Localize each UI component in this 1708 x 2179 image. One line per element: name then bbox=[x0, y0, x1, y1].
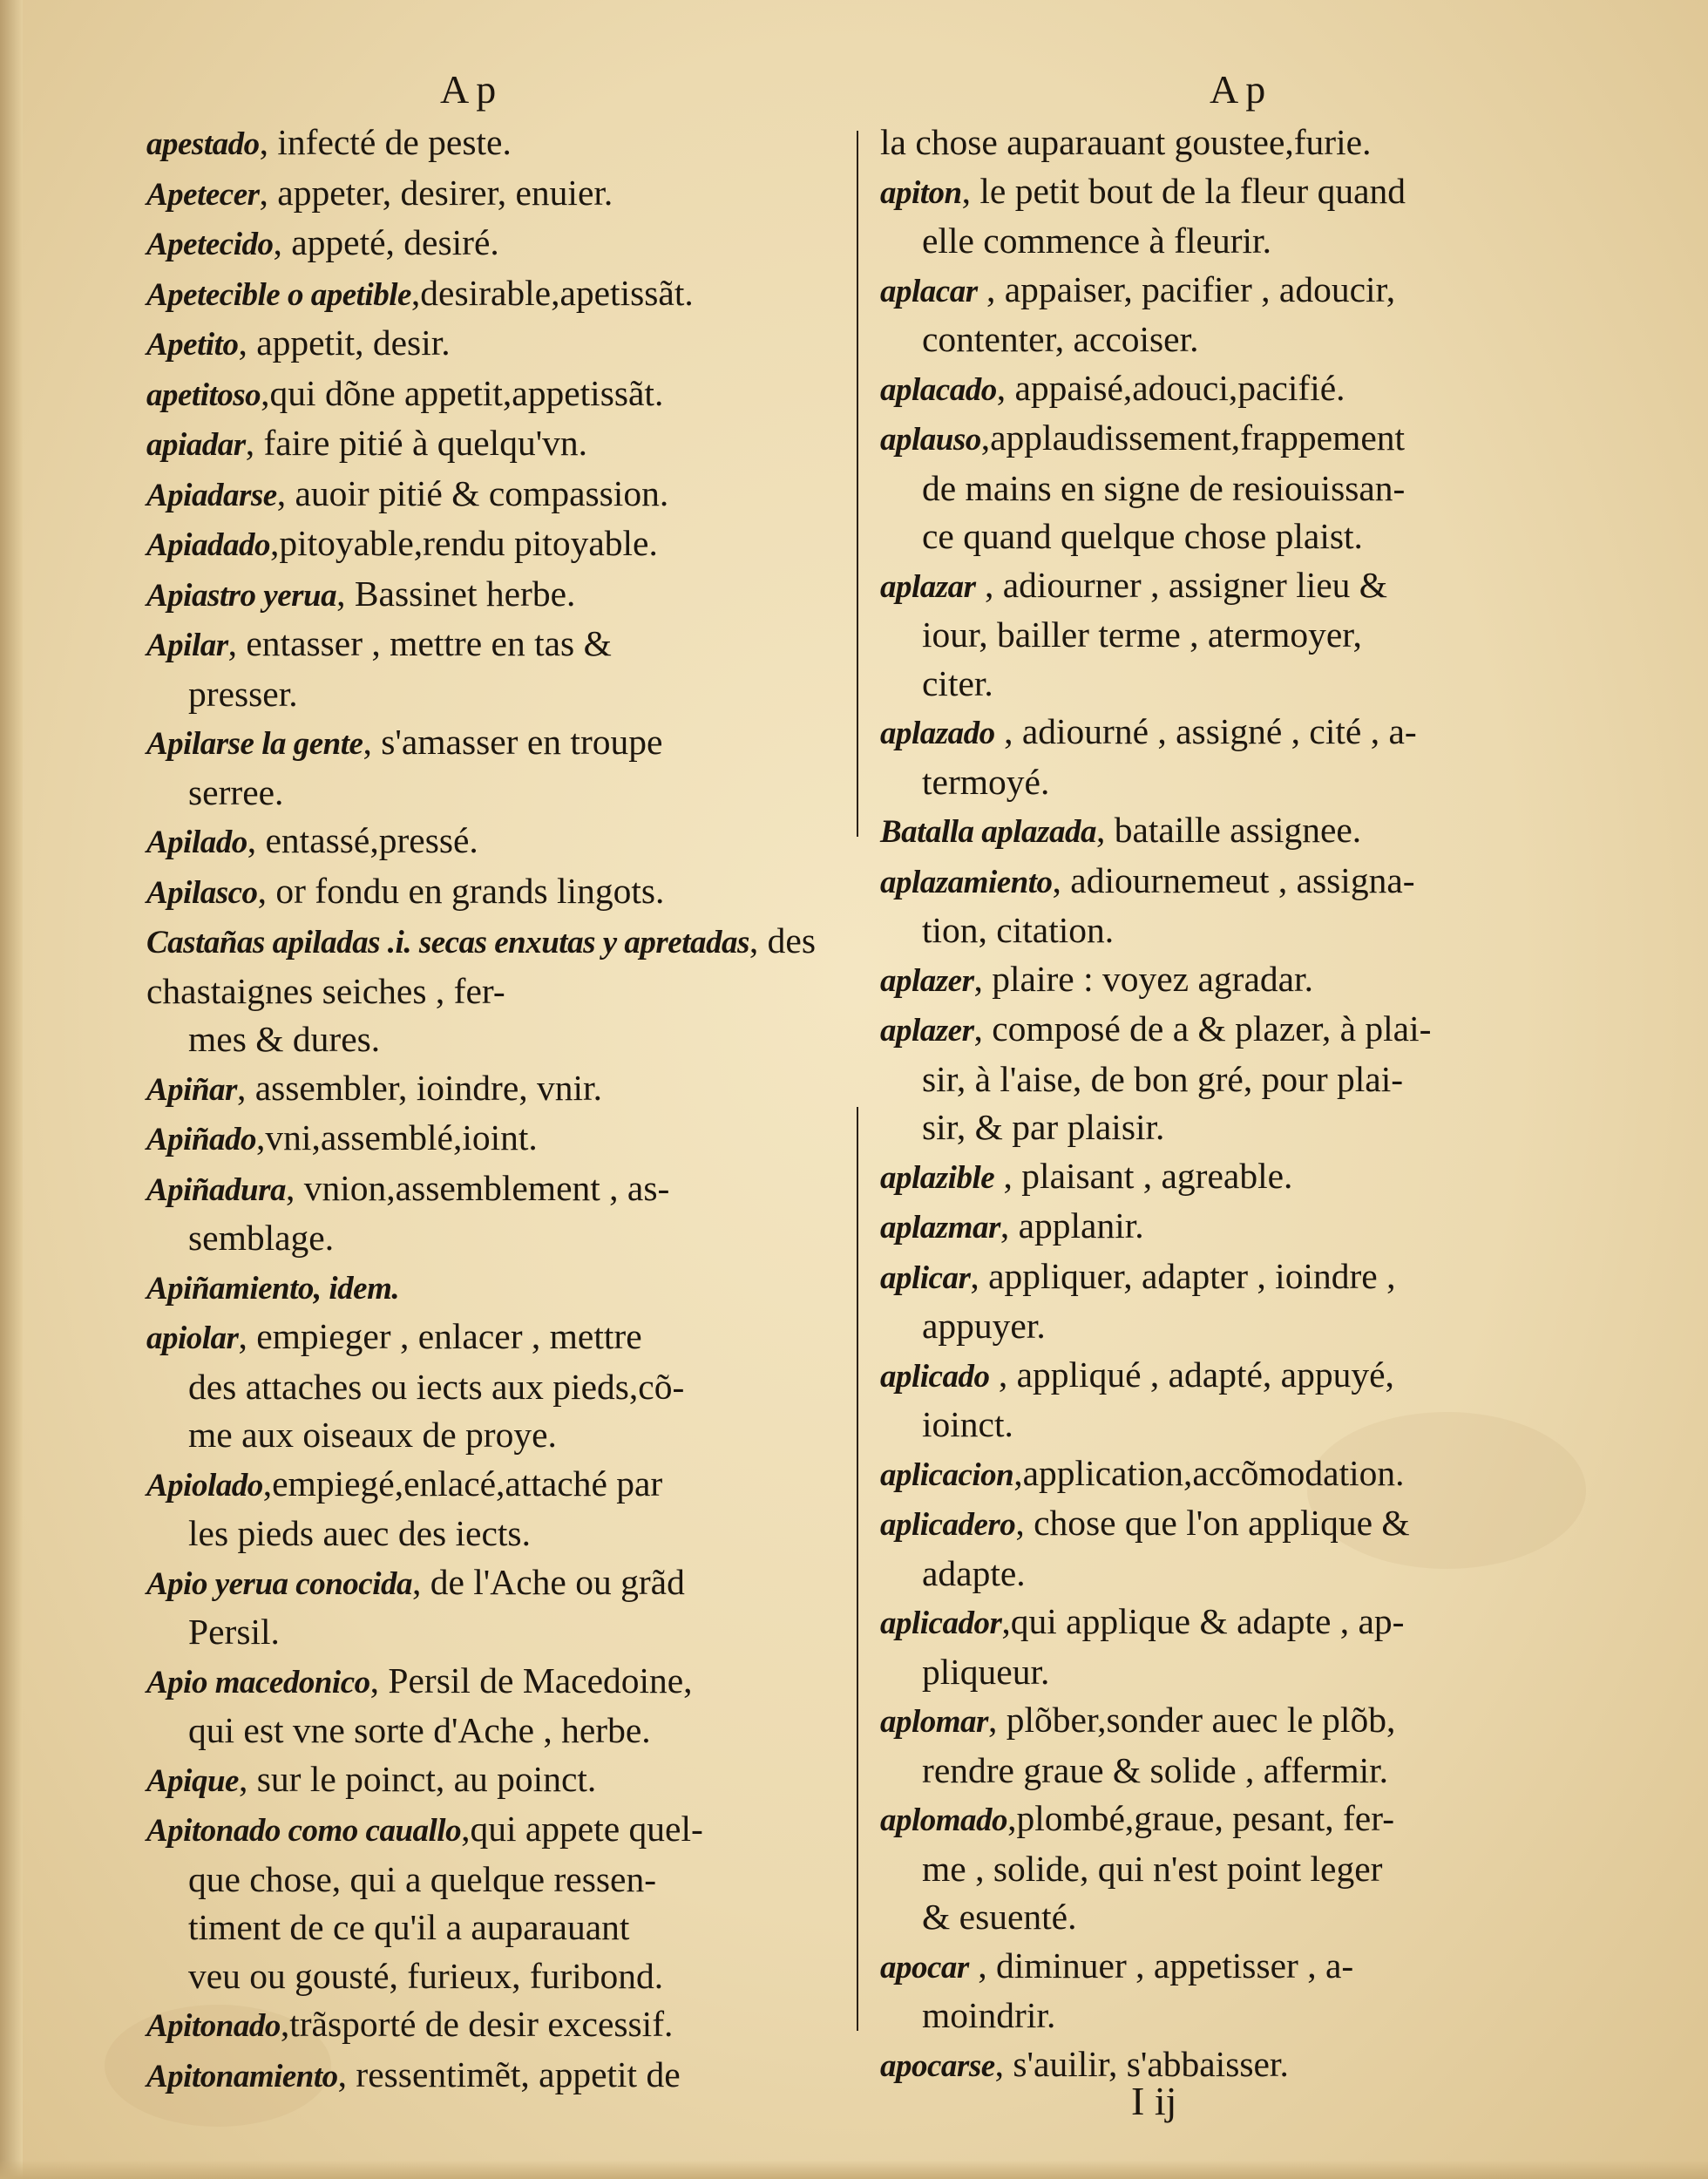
dictionary-entry bbox=[880, 266, 1577, 364]
entry-definition: , assembler, ioindre, vnir. bbox=[236, 1067, 602, 1108]
entry-first-line bbox=[146, 1463, 662, 1504]
entry-first-line bbox=[146, 473, 668, 513]
entry-continuation-line bbox=[146, 1904, 844, 1952]
entry-definition: , appetit, desir. bbox=[238, 322, 451, 363]
dictionary-entry bbox=[146, 219, 844, 269]
entry-first-line bbox=[146, 574, 575, 614]
dictionary-entry bbox=[146, 1263, 844, 1314]
dictionary-entry bbox=[146, 1064, 844, 1115]
entry-continuation-line bbox=[880, 1845, 1577, 1894]
dictionary-entry bbox=[146, 370, 844, 420]
dictionary-entry bbox=[146, 169, 844, 220]
entry-first-line bbox=[146, 373, 663, 413]
entry-first-line bbox=[880, 711, 1417, 751]
entry-continuation-line bbox=[146, 769, 844, 818]
running-head-left: Ap bbox=[440, 67, 504, 112]
dictionary-entry bbox=[880, 167, 1577, 266]
entry-continuation-line bbox=[880, 316, 1577, 364]
entry-definition: ,vni,assemblé,ioint. bbox=[256, 1117, 538, 1157]
entry-first-line bbox=[880, 122, 1371, 162]
entry-headword: Apiastro yerua bbox=[146, 577, 337, 614]
entry-headword: Apiñadura bbox=[146, 1171, 287, 1208]
entry-continuation-line bbox=[146, 1707, 844, 1755]
entry-first-line bbox=[880, 1256, 1395, 1296]
entry-definition: contenter, accoiser. bbox=[922, 319, 1199, 359]
entry-definition: , plaire : voyez agradar. bbox=[973, 958, 1313, 999]
dictionary-entry bbox=[880, 955, 1577, 1006]
dictionary-entry bbox=[880, 806, 1577, 857]
entry-headword: Apiñamiento, idem. bbox=[146, 1270, 400, 1307]
entry-continuation-line bbox=[146, 1411, 844, 1460]
entry-headword: Apitonado como cauallo bbox=[146, 1813, 462, 1849]
entry-first-line bbox=[880, 2044, 1289, 2084]
entry-definition: , entassé,pressé. bbox=[247, 820, 478, 860]
entry-headword: apiolar bbox=[146, 1320, 239, 1356]
entry-definition: les pieds auec des iects. bbox=[188, 1513, 531, 1553]
entry-definition: tion, citation. bbox=[922, 910, 1115, 950]
entry-definition: , appliqué , adapté, appuyé, bbox=[989, 1354, 1394, 1395]
column-rule bbox=[857, 1107, 858, 2031]
entry-continuation-line bbox=[880, 217, 1577, 266]
dictionary-entry bbox=[146, 519, 844, 570]
entry-first-line bbox=[146, 1068, 602, 1108]
entry-definition: ce quand quelque chose plaist. bbox=[922, 516, 1363, 556]
entry-first-line bbox=[880, 810, 1361, 850]
entry-headword: Castañas apiladas .i. secas enxutas y apretadas bbox=[146, 925, 749, 961]
entry-first-line bbox=[880, 959, 1313, 999]
entry-continuation-line bbox=[880, 660, 1577, 709]
entry-first-line bbox=[146, 820, 478, 860]
dictionary-entry bbox=[146, 269, 844, 320]
entry-headword: aplacar bbox=[880, 273, 978, 309]
dictionary-entry bbox=[146, 1755, 844, 1806]
dictionary-entry bbox=[146, 1313, 844, 1460]
entry-definition: , infecté de peste. bbox=[259, 122, 512, 162]
entry-definition: timent de ce qu'il a auparauant bbox=[188, 1907, 630, 1947]
entry-definition: ,trãsporté de desir excessif. bbox=[280, 2004, 674, 2044]
entry-definition: , de l'Ache ou grãd bbox=[411, 1561, 685, 1602]
entry-definition: , ressentimẽt, appetit de bbox=[337, 2053, 681, 2094]
entry-continuation-line bbox=[880, 465, 1577, 513]
entry-headword: Apilado bbox=[146, 825, 247, 860]
entry-definition: , or fondu en grands lingots. bbox=[257, 870, 665, 911]
entry-definition: , chose que l'on applique & bbox=[1015, 1503, 1410, 1543]
entry-definition: ,applaudissement,frappement bbox=[980, 417, 1406, 458]
entry-headword: apetitoso bbox=[146, 377, 261, 413]
entry-continuation-line bbox=[880, 1747, 1577, 1795]
dictionary-entry bbox=[880, 1598, 1577, 1696]
entry-definition: , s'amasser en troupe bbox=[363, 722, 663, 762]
right-column bbox=[880, 119, 1577, 2090]
entry-definition: rendre graue & solide , affermir. bbox=[922, 1749, 1389, 1790]
entry-headword: aplazer bbox=[880, 962, 974, 999]
entry-definition: me , solide, qui n'est point leger bbox=[922, 1848, 1383, 1889]
dictionary-entry bbox=[146, 917, 844, 1064]
dictionary-entry bbox=[146, 620, 844, 718]
entry-definition: , adiourné , assigné , cité , a- bbox=[994, 711, 1417, 751]
entry-definition: , le petit bout de la fleur quand bbox=[961, 170, 1406, 211]
entry-headword: aplauso bbox=[880, 422, 981, 458]
entry-definition: , applanir. bbox=[1000, 1205, 1144, 1246]
dictionary-entry bbox=[880, 1942, 1577, 2040]
entry-definition: citer. bbox=[922, 662, 993, 703]
entry-first-line bbox=[880, 860, 1415, 900]
entry-headword: Apiñar bbox=[146, 1071, 237, 1108]
entry-definition: mes & dures. bbox=[188, 1019, 381, 1059]
entry-definition: , des chastaignes seiches , fer- bbox=[146, 920, 816, 1011]
dictionary-entry bbox=[146, 867, 844, 918]
entry-continuation-line bbox=[880, 1302, 1577, 1351]
entry-continuation-line bbox=[880, 611, 1577, 660]
entry-definition: , adiournemeut , assigna- bbox=[1052, 859, 1415, 900]
entry-continuation-line bbox=[880, 906, 1577, 955]
entry-first-line bbox=[880, 1700, 1395, 1740]
entry-headword: aplazible bbox=[880, 1159, 995, 1196]
entry-continuation-line bbox=[880, 1893, 1577, 1942]
entry-headword: Apetecer bbox=[146, 176, 260, 213]
entry-definition: ,application,accõmodation. bbox=[1013, 1452, 1405, 1493]
entry-headword: Batalla aplazada bbox=[880, 814, 1096, 850]
entry-definition: ,desirable,apetissãt. bbox=[410, 272, 694, 313]
dictionary-entry bbox=[880, 1202, 1577, 1252]
entry-definition: la chose auparauant goustee,furie. bbox=[880, 122, 1372, 162]
dictionary-entry bbox=[880, 561, 1577, 709]
entry-definition: elle commence à fleurir. bbox=[922, 221, 1271, 261]
entry-definition: , empieger , enlacer , mettre bbox=[238, 1316, 642, 1356]
entry-first-line bbox=[880, 1205, 1144, 1246]
entry-first-line bbox=[146, 1316, 642, 1356]
dictionary-entry bbox=[146, 419, 844, 470]
entry-first-line bbox=[146, 1660, 693, 1700]
entry-definition: , adiourner , assigner lieu & bbox=[975, 564, 1388, 605]
dictionary-entry bbox=[146, 817, 844, 867]
entry-continuation-line bbox=[880, 1401, 1577, 1449]
entry-headword: aplicacion bbox=[880, 1456, 1014, 1493]
entry-first-line bbox=[146, 1266, 399, 1307]
entry-first-line bbox=[146, 623, 612, 663]
entry-first-line bbox=[146, 1168, 669, 1208]
entry-definition: ,pitoyable,rendu pitoyable. bbox=[269, 523, 658, 563]
entry-definition: , sur le poinct, au poinct. bbox=[238, 1758, 597, 1799]
entry-headword: Apilasco bbox=[146, 874, 258, 911]
dictionary-entry bbox=[146, 1805, 844, 2000]
entry-headword: Apilar bbox=[146, 628, 228, 663]
entry-definition: , composé de a & plazer, à plai- bbox=[973, 1008, 1432, 1049]
dictionary-entry bbox=[146, 718, 844, 817]
dictionary-entry bbox=[880, 1252, 1577, 1351]
entry-continuation-line bbox=[146, 1510, 844, 1558]
entry-headword: Apitonado bbox=[146, 2008, 281, 2044]
entry-headword: Apetecido bbox=[146, 227, 274, 262]
entry-headword: aplicado bbox=[880, 1358, 990, 1395]
dictionary-entry bbox=[880, 119, 1577, 167]
dictionary-entry bbox=[880, 2040, 1577, 2091]
dictionary-entry bbox=[880, 414, 1577, 561]
entry-continuation-line bbox=[880, 758, 1577, 807]
entry-definition: , appeter, desirer, enuier. bbox=[259, 172, 613, 213]
dictionary-entry bbox=[880, 1005, 1577, 1152]
entry-continuation-line bbox=[146, 670, 844, 719]
entry-first-line bbox=[880, 269, 1395, 309]
entry-headword: Apiñado bbox=[146, 1122, 257, 1157]
entry-definition: , plõber,sonder auec le plõb, bbox=[987, 1700, 1396, 1740]
entry-headword: aplazmar bbox=[880, 1210, 1000, 1246]
entry-definition: , appeté, desiré. bbox=[273, 222, 499, 262]
entry-first-line bbox=[880, 1453, 1405, 1493]
dictionary-entry bbox=[880, 1795, 1577, 1942]
entry-continuation-line bbox=[880, 1648, 1577, 1697]
entry-first-line bbox=[146, 1759, 596, 1799]
entry-continuation-line bbox=[146, 1856, 844, 1904]
entry-definition: ,qui applique & adapte , ap- bbox=[1001, 1601, 1405, 1641]
signature-mark: I ij bbox=[1131, 2079, 1177, 2123]
entry-definition: moindrir. bbox=[922, 1995, 1056, 2035]
entry-first-line bbox=[880, 565, 1387, 605]
entry-headword: aplazer bbox=[880, 1013, 974, 1049]
entry-first-line bbox=[880, 417, 1405, 458]
page-gutter-shadow bbox=[0, 0, 23, 2179]
dictionary-entry bbox=[146, 570, 844, 621]
entry-headword: aplomado bbox=[880, 1802, 1008, 1838]
entry-continuation-line bbox=[146, 1214, 844, 1263]
entry-definition: , diminuer , appetisser , a- bbox=[968, 1945, 1354, 1986]
entry-first-line bbox=[146, 2004, 673, 2044]
entry-definition: , bataille assignee. bbox=[1095, 810, 1362, 850]
entry-headword: Apetito bbox=[146, 327, 239, 363]
entry-definition: veu ou gousté, furieux, furibond. bbox=[188, 1955, 664, 1996]
entry-headword: Apio yerua conocida bbox=[146, 1565, 412, 1602]
entry-first-line bbox=[146, 173, 613, 213]
entry-first-line bbox=[146, 1117, 538, 1157]
entry-headword: Apilarse la gente bbox=[146, 726, 363, 762]
dictionary-entry bbox=[146, 1558, 844, 1657]
entry-continuation-line bbox=[880, 513, 1577, 561]
entry-definition: ioinct. bbox=[922, 1404, 1013, 1444]
dictionary-entry bbox=[880, 364, 1577, 415]
entry-definition: des attaches ou iects aux pieds,cõ- bbox=[188, 1366, 685, 1407]
entry-first-line bbox=[880, 171, 1406, 211]
entry-first-line bbox=[146, 920, 816, 1011]
dictionary-entry bbox=[146, 1164, 844, 1263]
entry-definition: serree. bbox=[188, 771, 284, 812]
entry-first-line bbox=[146, 322, 451, 363]
entry-definition: qui est vne sorte d'Ache , herbe. bbox=[188, 1710, 651, 1750]
dictionary-entry bbox=[146, 1657, 844, 1755]
dictionary-entry bbox=[146, 470, 844, 520]
entry-definition: ,empiegé,enlacé,attaché par bbox=[262, 1463, 663, 1504]
entry-continuation-line bbox=[880, 1550, 1577, 1599]
entry-first-line bbox=[880, 1798, 1394, 1838]
entry-headword: Apetecible o apetible bbox=[146, 276, 411, 313]
entry-first-line bbox=[146, 1809, 703, 1849]
entry-continuation-line bbox=[880, 1992, 1577, 2040]
entry-first-line bbox=[146, 523, 658, 563]
entry-headword: aplicadero bbox=[880, 1507, 1016, 1543]
entry-headword: apiadar bbox=[146, 427, 246, 463]
entry-first-line bbox=[880, 1354, 1394, 1395]
entry-continuation-line bbox=[146, 1363, 844, 1412]
entry-headword: Apiolado bbox=[146, 1467, 263, 1504]
entry-headword: Apiadarse bbox=[146, 477, 277, 513]
entry-definition: , entasser , mettre en tas & bbox=[227, 623, 612, 663]
entry-definition: , appaisé,adouci,pacifié. bbox=[996, 367, 1345, 408]
entry-definition: me aux oiseaux de proye. bbox=[188, 1415, 557, 1455]
entry-headword: aplacado bbox=[880, 371, 997, 408]
entry-definition: adapte. bbox=[922, 1552, 1026, 1593]
entry-headword: aplazado bbox=[880, 716, 995, 751]
entry-first-line bbox=[146, 871, 664, 911]
entry-definition: sir, & par plaisir. bbox=[922, 1107, 1165, 1147]
entry-continuation-line bbox=[880, 1056, 1577, 1104]
entry-continuation-line bbox=[880, 1103, 1577, 1152]
dictionary-entry bbox=[146, 2051, 844, 2101]
entry-headword: Apitonamiento bbox=[146, 2058, 338, 2094]
entry-first-line bbox=[880, 1008, 1431, 1049]
entry-headword: Apique bbox=[146, 1762, 239, 1799]
entry-definition: iour, bailler terme , atermoyer, bbox=[922, 614, 1362, 655]
entry-definition: , plaisant , agreable. bbox=[994, 1155, 1293, 1196]
entry-headword: aplazamiento bbox=[880, 864, 1053, 900]
dictionary-entry bbox=[880, 708, 1577, 806]
entry-definition: & esuenté. bbox=[922, 1897, 1077, 1937]
dictionary-entry bbox=[880, 1696, 1577, 1795]
entry-definition: appuyer. bbox=[922, 1306, 1046, 1346]
dictionary-entry bbox=[880, 1449, 1577, 1500]
dictionary-entry bbox=[880, 1351, 1577, 1449]
entry-definition: , s'auilir, s'abbaisser. bbox=[994, 2043, 1289, 2084]
entry-definition: ,plombé,graue, pesant, fer- bbox=[1007, 1798, 1395, 1838]
entry-definition: sir, à l'aise, de bon gré, pour plai- bbox=[922, 1058, 1404, 1099]
entry-first-line bbox=[880, 1503, 1410, 1543]
entry-definition: , appaiser, pacifier , adoucir, bbox=[977, 268, 1396, 309]
entry-headword: aplazar bbox=[880, 568, 976, 605]
entry-first-line bbox=[880, 1945, 1353, 1986]
entry-first-line bbox=[880, 1601, 1405, 1641]
left-column bbox=[146, 119, 844, 2101]
entry-definition: termoyé. bbox=[922, 761, 1050, 802]
entry-headword: aplicador bbox=[880, 1605, 1002, 1641]
entry-headword: apocarse bbox=[880, 2047, 995, 2084]
entry-first-line bbox=[880, 368, 1345, 408]
entry-definition: , vnion,assemblement , as- bbox=[286, 1167, 670, 1208]
entry-definition: , Persil de Macedoine, bbox=[369, 1660, 693, 1700]
dictionary-entry bbox=[880, 857, 1577, 955]
dictionary-entry bbox=[146, 2000, 844, 2051]
entry-definition: ,qui dõne appetit,appetissãt. bbox=[261, 372, 664, 413]
entry-headword: aplomar bbox=[880, 1704, 988, 1740]
entry-definition: , faire pitié à quelqu'vn. bbox=[245, 423, 588, 463]
entry-definition: pliqueur. bbox=[922, 1651, 1050, 1692]
entry-first-line bbox=[880, 1156, 1292, 1196]
entry-first-line bbox=[146, 1562, 685, 1602]
page-bottom-edge bbox=[0, 2160, 1708, 2179]
entry-headword: Apio macedonico bbox=[146, 1664, 370, 1700]
dictionary-entry bbox=[146, 1460, 844, 1558]
entry-continuation-line bbox=[146, 1608, 844, 1657]
column-rule bbox=[857, 131, 858, 837]
dictionary-entry bbox=[880, 1499, 1577, 1598]
entry-definition: de mains en signe de resiouissan- bbox=[922, 467, 1406, 508]
entry-continuation-line bbox=[146, 1952, 844, 2001]
running-head-right: Ap bbox=[1210, 67, 1273, 112]
entry-first-line bbox=[146, 122, 512, 162]
entry-headword: apestado bbox=[146, 126, 260, 162]
entry-definition: que chose, qui a quelque ressen- bbox=[188, 1858, 657, 1899]
entry-headword: apocar bbox=[880, 1949, 969, 1986]
entry-first-line bbox=[146, 722, 662, 762]
entry-definition: semblage. bbox=[188, 1218, 335, 1258]
entry-definition: , Bassinet herbe. bbox=[336, 573, 576, 614]
entry-first-line bbox=[146, 423, 587, 463]
entry-definition: , appliquer, adapter , ioindre , bbox=[970, 1255, 1396, 1296]
entry-definition: Persil. bbox=[188, 1612, 280, 1652]
entry-first-line bbox=[146, 273, 694, 313]
entry-first-line bbox=[146, 2054, 681, 2094]
dictionary-entry bbox=[880, 1152, 1577, 1203]
entry-first-line bbox=[146, 222, 499, 262]
entry-definition: ,qui appete quel- bbox=[461, 1809, 703, 1849]
entry-headword: apiton bbox=[880, 174, 962, 211]
entry-continuation-line bbox=[146, 1015, 844, 1064]
dictionary-entry bbox=[146, 1114, 844, 1164]
entry-headword: aplicar bbox=[880, 1259, 971, 1296]
dictionary-entry bbox=[146, 319, 844, 370]
entry-headword: Apiadado bbox=[146, 527, 270, 563]
dictionary-entry bbox=[146, 119, 844, 169]
entry-definition: , auoir pitié & compassion. bbox=[276, 472, 669, 513]
entry-definition: presser. bbox=[188, 673, 298, 714]
